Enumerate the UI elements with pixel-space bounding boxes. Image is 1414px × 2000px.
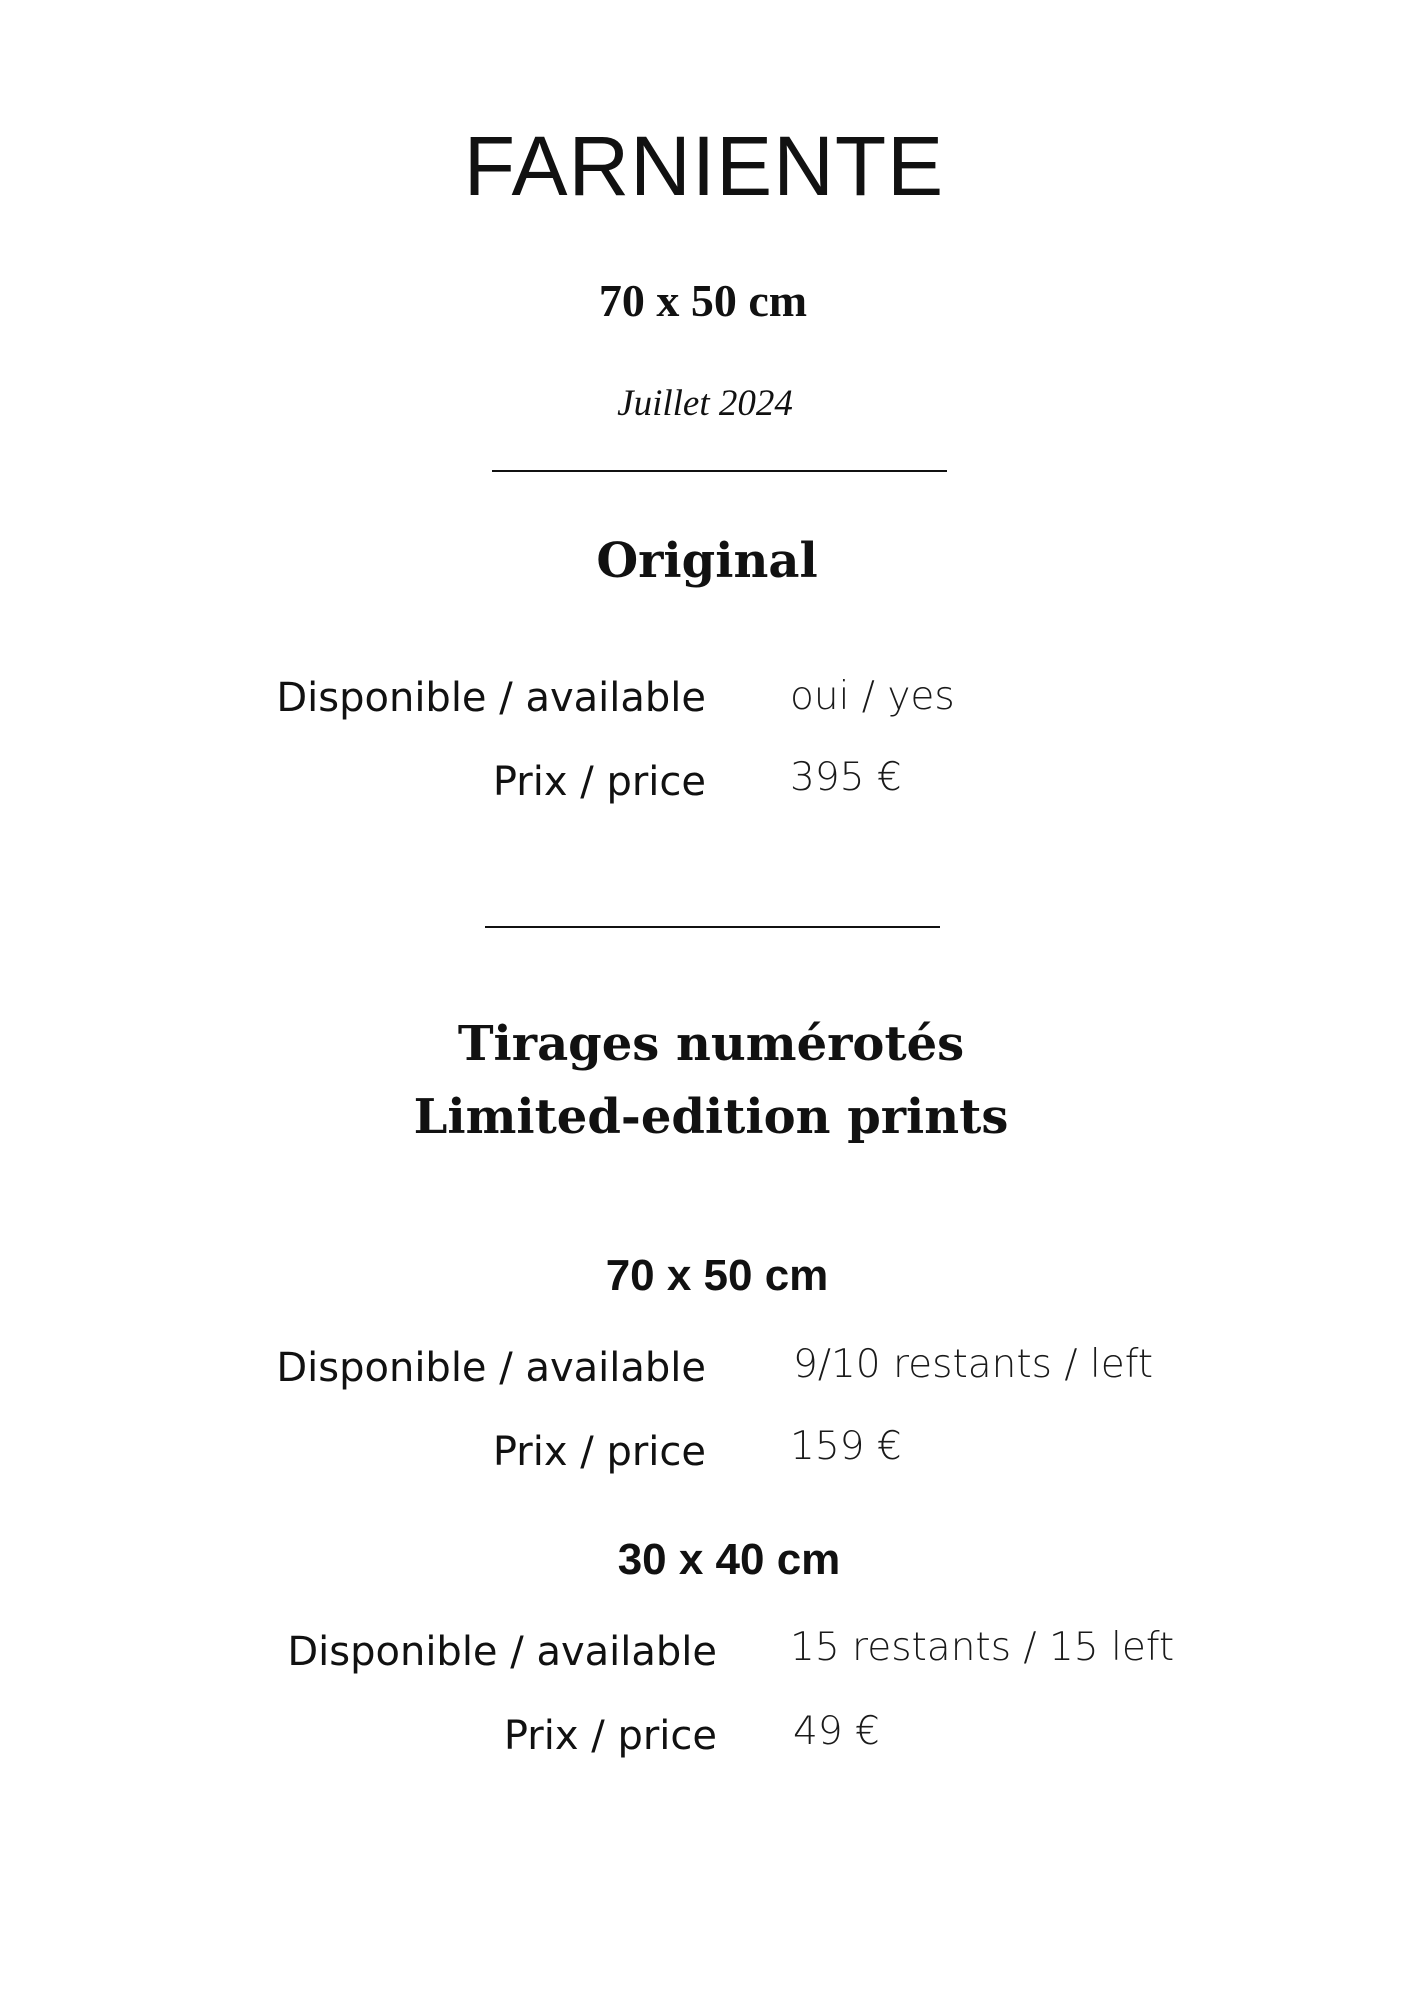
print-available-value: 9/10 restants / left (793, 1342, 1154, 1387)
print-price-value: 49 € (793, 1709, 880, 1754)
print-available-label: Disponible / available (276, 1345, 706, 1391)
divider-middle (485, 926, 940, 928)
artwork-dimensions: 70 x 50 cm (598, 275, 808, 326)
original-available-label: Disponible / available (276, 675, 706, 721)
print-available-label: Disponible / available (287, 1629, 717, 1675)
print-price-label: Prix / price (492, 1429, 706, 1475)
artwork-title: FARNIENTE (463, 119, 945, 213)
print-price-value: 159 € (790, 1424, 902, 1469)
prints-heading-en: Limited-edition prints (413, 1089, 1009, 1145)
original-price-label: Prix / price (492, 759, 706, 805)
artwork-date: Juillet 2024 (617, 383, 793, 424)
original-price-value: 395 € (790, 755, 902, 800)
original-heading: Original (596, 533, 818, 589)
original-available-value: oui / yes (790, 674, 955, 719)
print-available-value: 15 restants / 15 left (790, 1625, 1175, 1670)
print-size-heading: 70 x 50 cm (605, 1251, 829, 1300)
prints-heading-fr: Tirages numérotés (457, 1016, 965, 1072)
print-price-label: Prix / price (503, 1713, 717, 1759)
divider-top (492, 470, 947, 472)
print-size-heading: 30 x 40 cm (617, 1535, 841, 1584)
